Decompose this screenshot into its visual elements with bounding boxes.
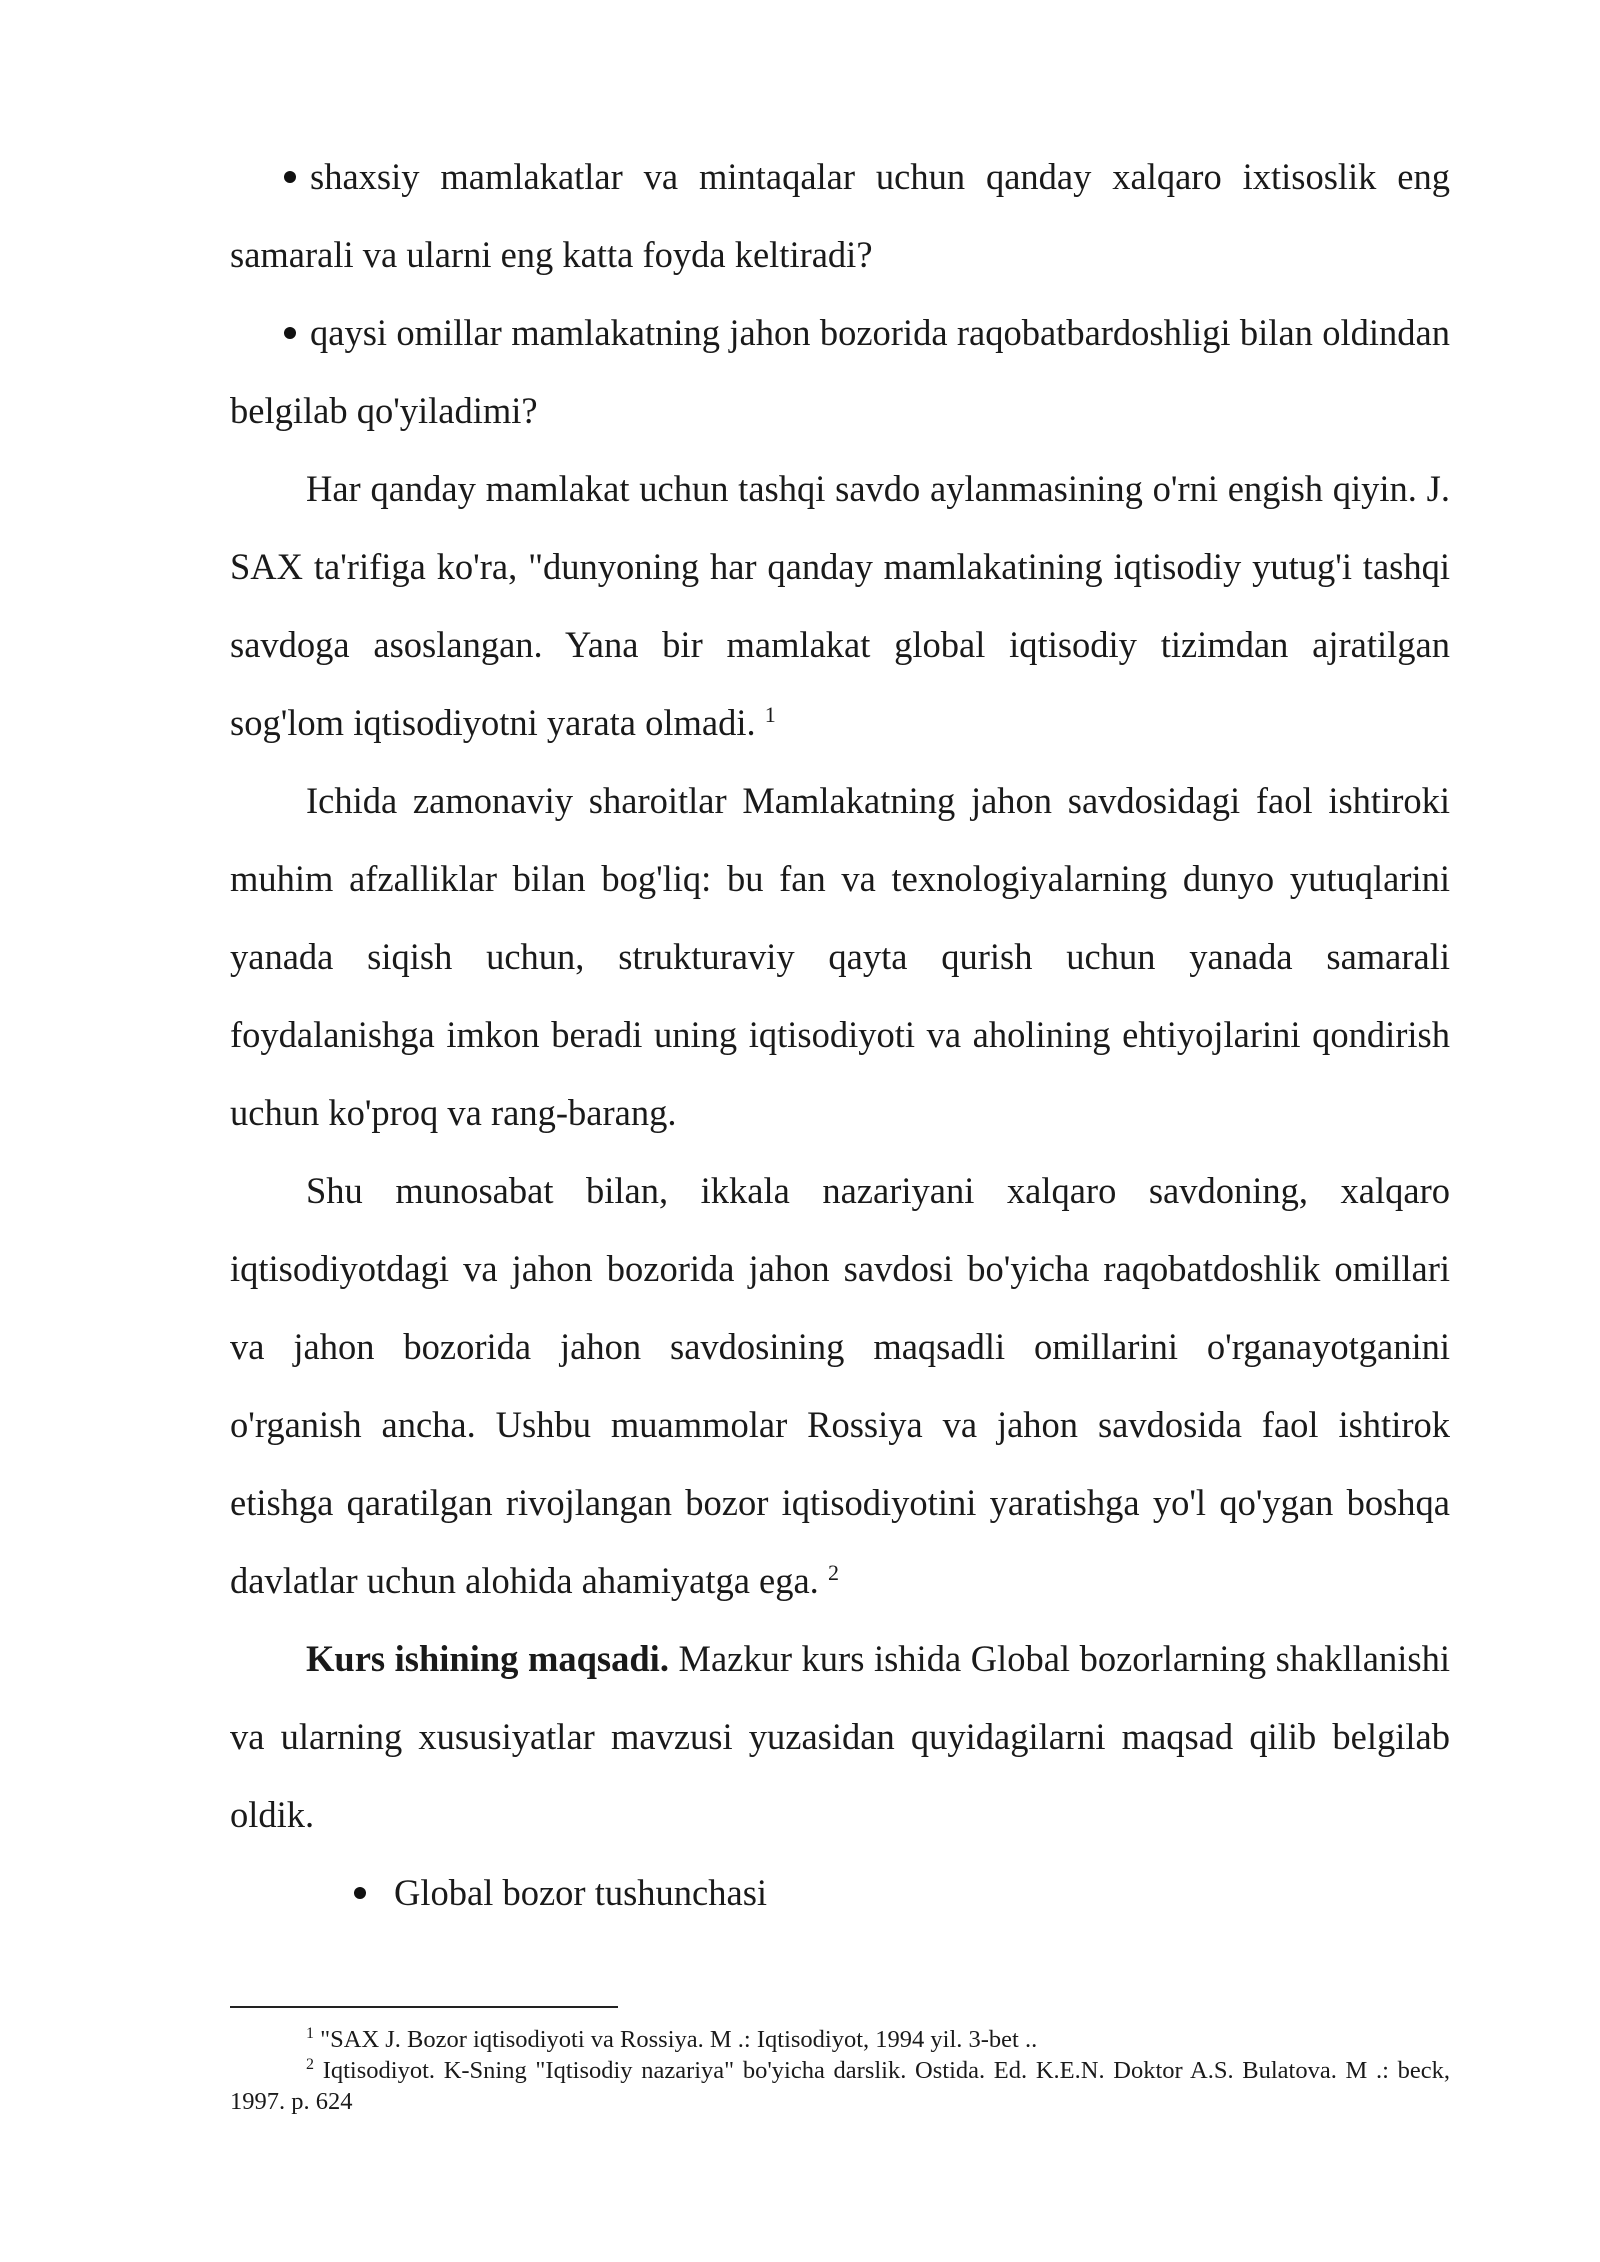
paragraph-theories (230, 1152, 1450, 1620)
bullet-icon (284, 171, 296, 183)
footnote-separator (230, 2006, 618, 2008)
footnote-number: 1 (306, 2024, 314, 2042)
footnote-2 (230, 2055, 1450, 2117)
paragraph-text: Mazkur kurs ishida Global bozorlarning shakllanishi va ularning xususiyatlar mavzusi yuzasidan quyidagilarni maqsad qilib belgilab oldik. (230, 1638, 1450, 1835)
goal-list-item (230, 1854, 1450, 1932)
bullet-text: qaysi omillar mamlakatning jahon bozorida raqobatbardoshligi bilan oldindan belgilab qo'yiladimi? (230, 312, 1450, 431)
footnote-text: Iqtisodiyot. K-Sning "Iqtisodiy nazariya" bo'yicha darslik. Ostida. Ed. K.E.N. Doktor A.S. Bulatova. M .: beck, 1997. p. 624 (230, 2057, 1451, 2115)
paragraph-text: Ichida zamonaviy sharoitlar Mamlakatning jahon savdosidagi faol ishtiroki muhim afzalliklar bilan bog'liq: bu fan va texnologiyalarning dunyo yutuqlarini yanada siqish uchun, strukturaviy qayta qurish uchun yanada samarali foydalanishga imkon beradi uning iqtisodiyoti va aholining ehtiyojlarini qondirish uchun ko'proq va rang-barang. (230, 780, 1450, 1133)
footnote-1 (230, 2024, 1450, 2055)
list-item-text: Global bozor tushunchasi (394, 1872, 768, 1913)
bullet-icon (284, 327, 296, 339)
paragraph-foreign-trade (230, 450, 1450, 762)
footnote-ref-1[interactable]: 1 (764, 701, 776, 727)
footnote-number: 2 (306, 2055, 314, 2073)
bullet-icon (354, 1887, 366, 1899)
footnote-text: "SAX J. Bozor iqtisodiyoti va Rossiya. M .: Iqtisodiyot, 1994 yil. 3-bet .. (320, 2026, 1038, 2053)
paragraph-course-goal (230, 1620, 1450, 1854)
footnotes (230, 2024, 1450, 2117)
course-goal-heading: Kurs ishining maqsadi. (306, 1638, 669, 1679)
paragraph-text: Har qanday mamlakat uchun tashqi savdo aylanmasining o'rni engish qiyin. J. SAX ta'rifiga ko'ra, "dunyoning har qanday mamlakatining iqtisodiy yutug'i tashqi savdoga asoslangan. Yana bir mamlakat global iqtisodiy tizimdan ajratilgan sog'lom iqtisodiyotni yarata olmadi. (230, 468, 1450, 743)
footnote-ref-2[interactable]: 2 (827, 1559, 839, 1585)
bullet-text: shaxsiy mamlakatlar va mintaqalar uchun qanday xalqaro ixtisoslik eng samarali va ularni eng katta foyda keltiradi? (230, 156, 1450, 275)
paragraph-modern-conditions (230, 762, 1450, 1152)
paragraph-text: Shu munosabat bilan, ikkala nazariyani xalqaro savdoning, xalqaro iqtisodiyotdagi va jahon bozorida jahon savdosi bo'yicha raqobatdoshlik omillari va jahon bozorida jahon savdosining maqsadli omillarini o'rganayotganini o'rganish ancha. Ushbu muammolar Rossiya va jahon savdosida faol ishtirok etishga qaratilgan rivojlangan bozor iqtisodiyotini yaratishga yo'l qo'ygan boshqa davlatlar uchun alohida ahamiyatga ega. (230, 1170, 1450, 1601)
bullet-paragraph-1 (230, 138, 1450, 294)
bullet-paragraph-2 (230, 294, 1450, 450)
document-body (230, 138, 1450, 1932)
